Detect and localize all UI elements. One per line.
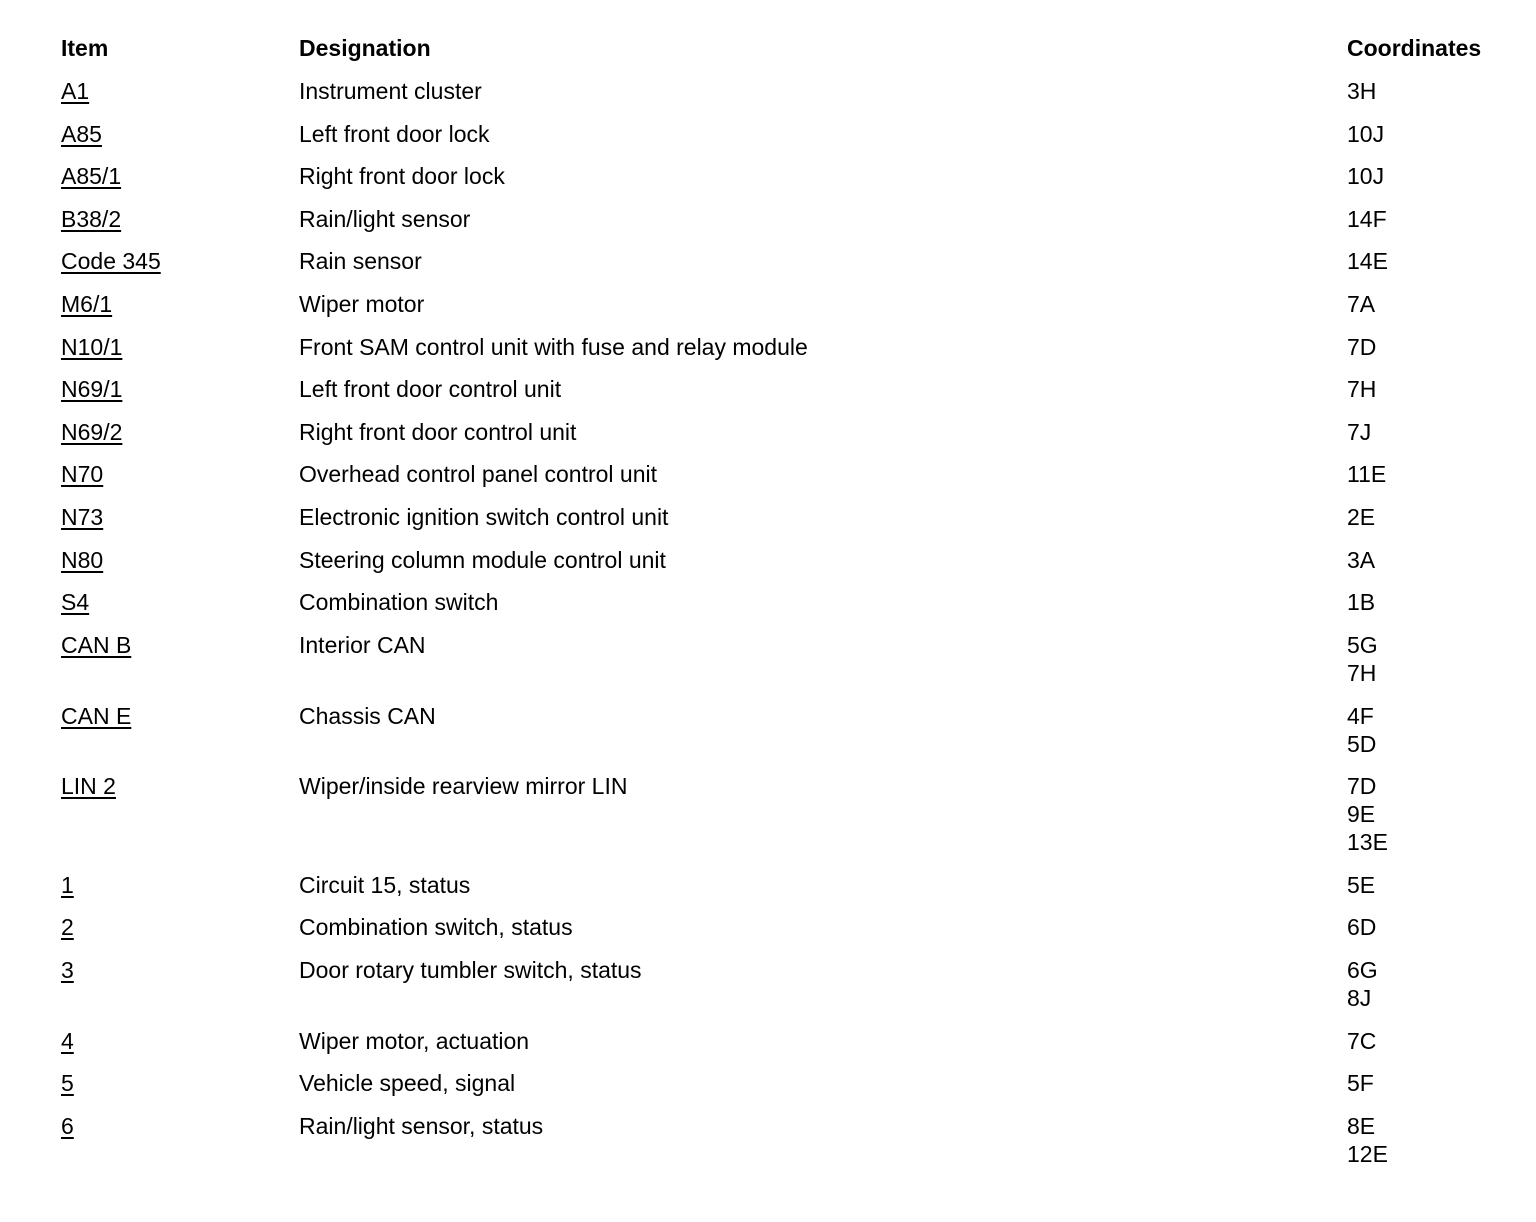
item-link[interactable]: A85/1 xyxy=(61,163,122,190)
coordinates-cell xyxy=(1347,871,1375,899)
coordinates-cell xyxy=(1347,546,1375,574)
coordinate-value: 11E xyxy=(1347,461,1387,488)
designation-text: Interior CAN xyxy=(299,631,426,658)
coordinates-cell xyxy=(1347,247,1388,275)
coordinates-cell xyxy=(1347,913,1376,941)
coordinate-value: 10J xyxy=(1347,120,1385,147)
coordinate-value: 7D xyxy=(1347,773,1377,800)
coordinate-value: 7H xyxy=(1347,659,1377,686)
table-row xyxy=(61,499,1521,542)
coordinate-value: 8J xyxy=(1347,985,1372,1011)
legend-table xyxy=(61,30,1521,1179)
table-row xyxy=(61,456,1521,499)
item-link[interactable]: N70 xyxy=(61,461,104,488)
coordinates-cell xyxy=(1347,503,1375,531)
designation-text: Rain/light sensor, status xyxy=(299,1112,544,1139)
table-row xyxy=(61,909,1521,952)
item-link[interactable]: N69/1 xyxy=(61,376,123,403)
designation-text: Combination switch, status xyxy=(299,914,573,941)
coordinate-value: 7C xyxy=(1347,1027,1377,1054)
designation-text: Rain sensor xyxy=(299,248,422,275)
coordinate-value: 12E xyxy=(1347,1140,1388,1167)
designation-text: Right front door lock xyxy=(299,163,505,190)
coordinate-value: 8E xyxy=(1347,1112,1376,1139)
table-row xyxy=(61,158,1521,201)
designation-text: Overhead control panel control unit xyxy=(299,461,657,488)
coordinate-value: 9E xyxy=(1347,801,1376,828)
item-link[interactable]: M6/1 xyxy=(61,290,113,317)
table-row xyxy=(61,73,1521,116)
coordinate-value: 5E xyxy=(1347,871,1376,898)
table-row xyxy=(61,1108,1521,1179)
item-link[interactable]: Code 345 xyxy=(61,248,161,275)
table-row xyxy=(61,286,1521,329)
table-row xyxy=(61,627,1521,698)
table-row xyxy=(61,952,1521,1023)
item-link[interactable]: 4 xyxy=(61,1027,74,1054)
table-row xyxy=(61,329,1521,372)
coordinates-cell xyxy=(1347,588,1375,616)
table-row xyxy=(61,542,1521,585)
designation-text: Vehicle speed, signal xyxy=(299,1070,516,1097)
designation-text: Door rotary tumbler switch, status xyxy=(299,957,642,983)
coordinates-cell xyxy=(1347,205,1387,233)
table-row xyxy=(61,116,1521,159)
header-coordinates: Coordinates xyxy=(1347,35,1482,61)
designation-text: Combination switch xyxy=(299,589,499,616)
coordinate-value: 6D xyxy=(1347,914,1377,941)
table-row xyxy=(61,584,1521,627)
coordinate-value: 4F xyxy=(1347,702,1374,729)
coordinates-cell xyxy=(1347,375,1376,403)
item-link[interactable]: N69/2 xyxy=(61,418,123,445)
designation-text: Instrument cluster xyxy=(299,78,482,104)
table-row xyxy=(61,867,1521,910)
designation-text: Right front door control unit xyxy=(299,418,577,445)
designation-text: Circuit 15, status xyxy=(299,871,471,898)
coordinates-cell xyxy=(1347,120,1384,148)
designation-text: Wiper motor, actuation xyxy=(299,1027,530,1054)
designation-text: Chassis CAN xyxy=(299,702,436,729)
coordinates-cell xyxy=(1347,290,1375,318)
item-link[interactable]: N73 xyxy=(61,503,104,530)
item-link[interactable]: S4 xyxy=(61,589,90,616)
item-link[interactable]: LIN 2 xyxy=(61,773,116,800)
coordinates-cell xyxy=(1347,702,1376,758)
coordinates-cell xyxy=(1347,418,1371,446)
coordinate-value: 1B xyxy=(1347,589,1376,616)
coordinate-value: 7J xyxy=(1347,418,1372,445)
item-link[interactable]: A85 xyxy=(61,120,102,147)
coordinate-value: 7H xyxy=(1347,376,1377,403)
header-item: Item xyxy=(61,35,109,61)
designation-text: Wiper/inside rearview mirror LIN xyxy=(299,773,628,800)
designation-text: Wiper motor xyxy=(299,290,425,317)
coordinate-value: 5G xyxy=(1347,631,1378,658)
coordinate-value: 7A xyxy=(1347,290,1376,317)
item-link[interactable]: 1 xyxy=(61,871,74,898)
table-row xyxy=(61,201,1521,244)
coordinate-value: 14F xyxy=(1347,205,1387,232)
coordinate-value: 2E xyxy=(1347,503,1376,530)
table-body xyxy=(61,73,1521,1179)
table-row xyxy=(61,371,1521,414)
item-link[interactable]: B38/2 xyxy=(61,205,122,232)
coordinates-cell xyxy=(1347,333,1376,361)
coordinates-cell xyxy=(1347,1112,1388,1168)
designation-text: Steering column module control unit xyxy=(299,546,666,573)
coordinates-cell xyxy=(1347,772,1388,856)
coordinates-cell xyxy=(1347,77,1376,105)
coordinates-cell xyxy=(1347,162,1384,190)
designation-text: Rain/light sensor xyxy=(299,205,471,232)
item-link[interactable]: N10/1 xyxy=(61,333,123,360)
coordinates-cell xyxy=(1347,460,1386,488)
coordinate-value: 3H xyxy=(1347,78,1377,104)
item-link[interactable]: CAN B xyxy=(61,631,132,658)
table-row xyxy=(61,243,1521,286)
coordinates-cell xyxy=(1347,631,1378,687)
coordinate-value: 6G xyxy=(1347,957,1378,983)
item-link[interactable]: 3 xyxy=(61,957,74,983)
coordinate-value: 5F xyxy=(1347,1070,1374,1097)
item-link[interactable]: CAN E xyxy=(61,702,132,729)
coordinate-value: 13E xyxy=(1347,829,1388,856)
item-link[interactable]: N80 xyxy=(61,546,104,573)
coordinate-value: 7D xyxy=(1347,333,1377,360)
designation-text: Electronic ignition switch control unit xyxy=(299,503,669,530)
table-row xyxy=(61,1023,1521,1066)
coordinate-value: 14E xyxy=(1347,248,1388,275)
coordinate-value: 10J xyxy=(1347,163,1385,190)
header-designation: Designation xyxy=(299,35,431,61)
item-link[interactable]: A1 xyxy=(61,78,90,104)
item-link[interactable]: 2 xyxy=(61,914,74,941)
item-link[interactable]: 6 xyxy=(61,1112,74,1139)
coordinates-cell xyxy=(1347,1069,1374,1097)
table-row xyxy=(61,768,1521,867)
designation-text: Left front door lock xyxy=(299,120,490,147)
coordinates-cell xyxy=(1347,956,1378,1012)
table-row xyxy=(61,698,1521,769)
table-header xyxy=(61,30,1521,73)
coordinate-value: 5D xyxy=(1347,730,1377,757)
coordinates-cell xyxy=(1347,1027,1376,1055)
table-row xyxy=(61,1065,1521,1108)
item-link[interactable]: 5 xyxy=(61,1070,74,1097)
designation-text: Front SAM control unit with fuse and relay module xyxy=(299,333,808,360)
table-row xyxy=(61,414,1521,457)
designation-text: Left front door control unit xyxy=(299,376,562,403)
coordinate-value: 3A xyxy=(1347,546,1376,573)
